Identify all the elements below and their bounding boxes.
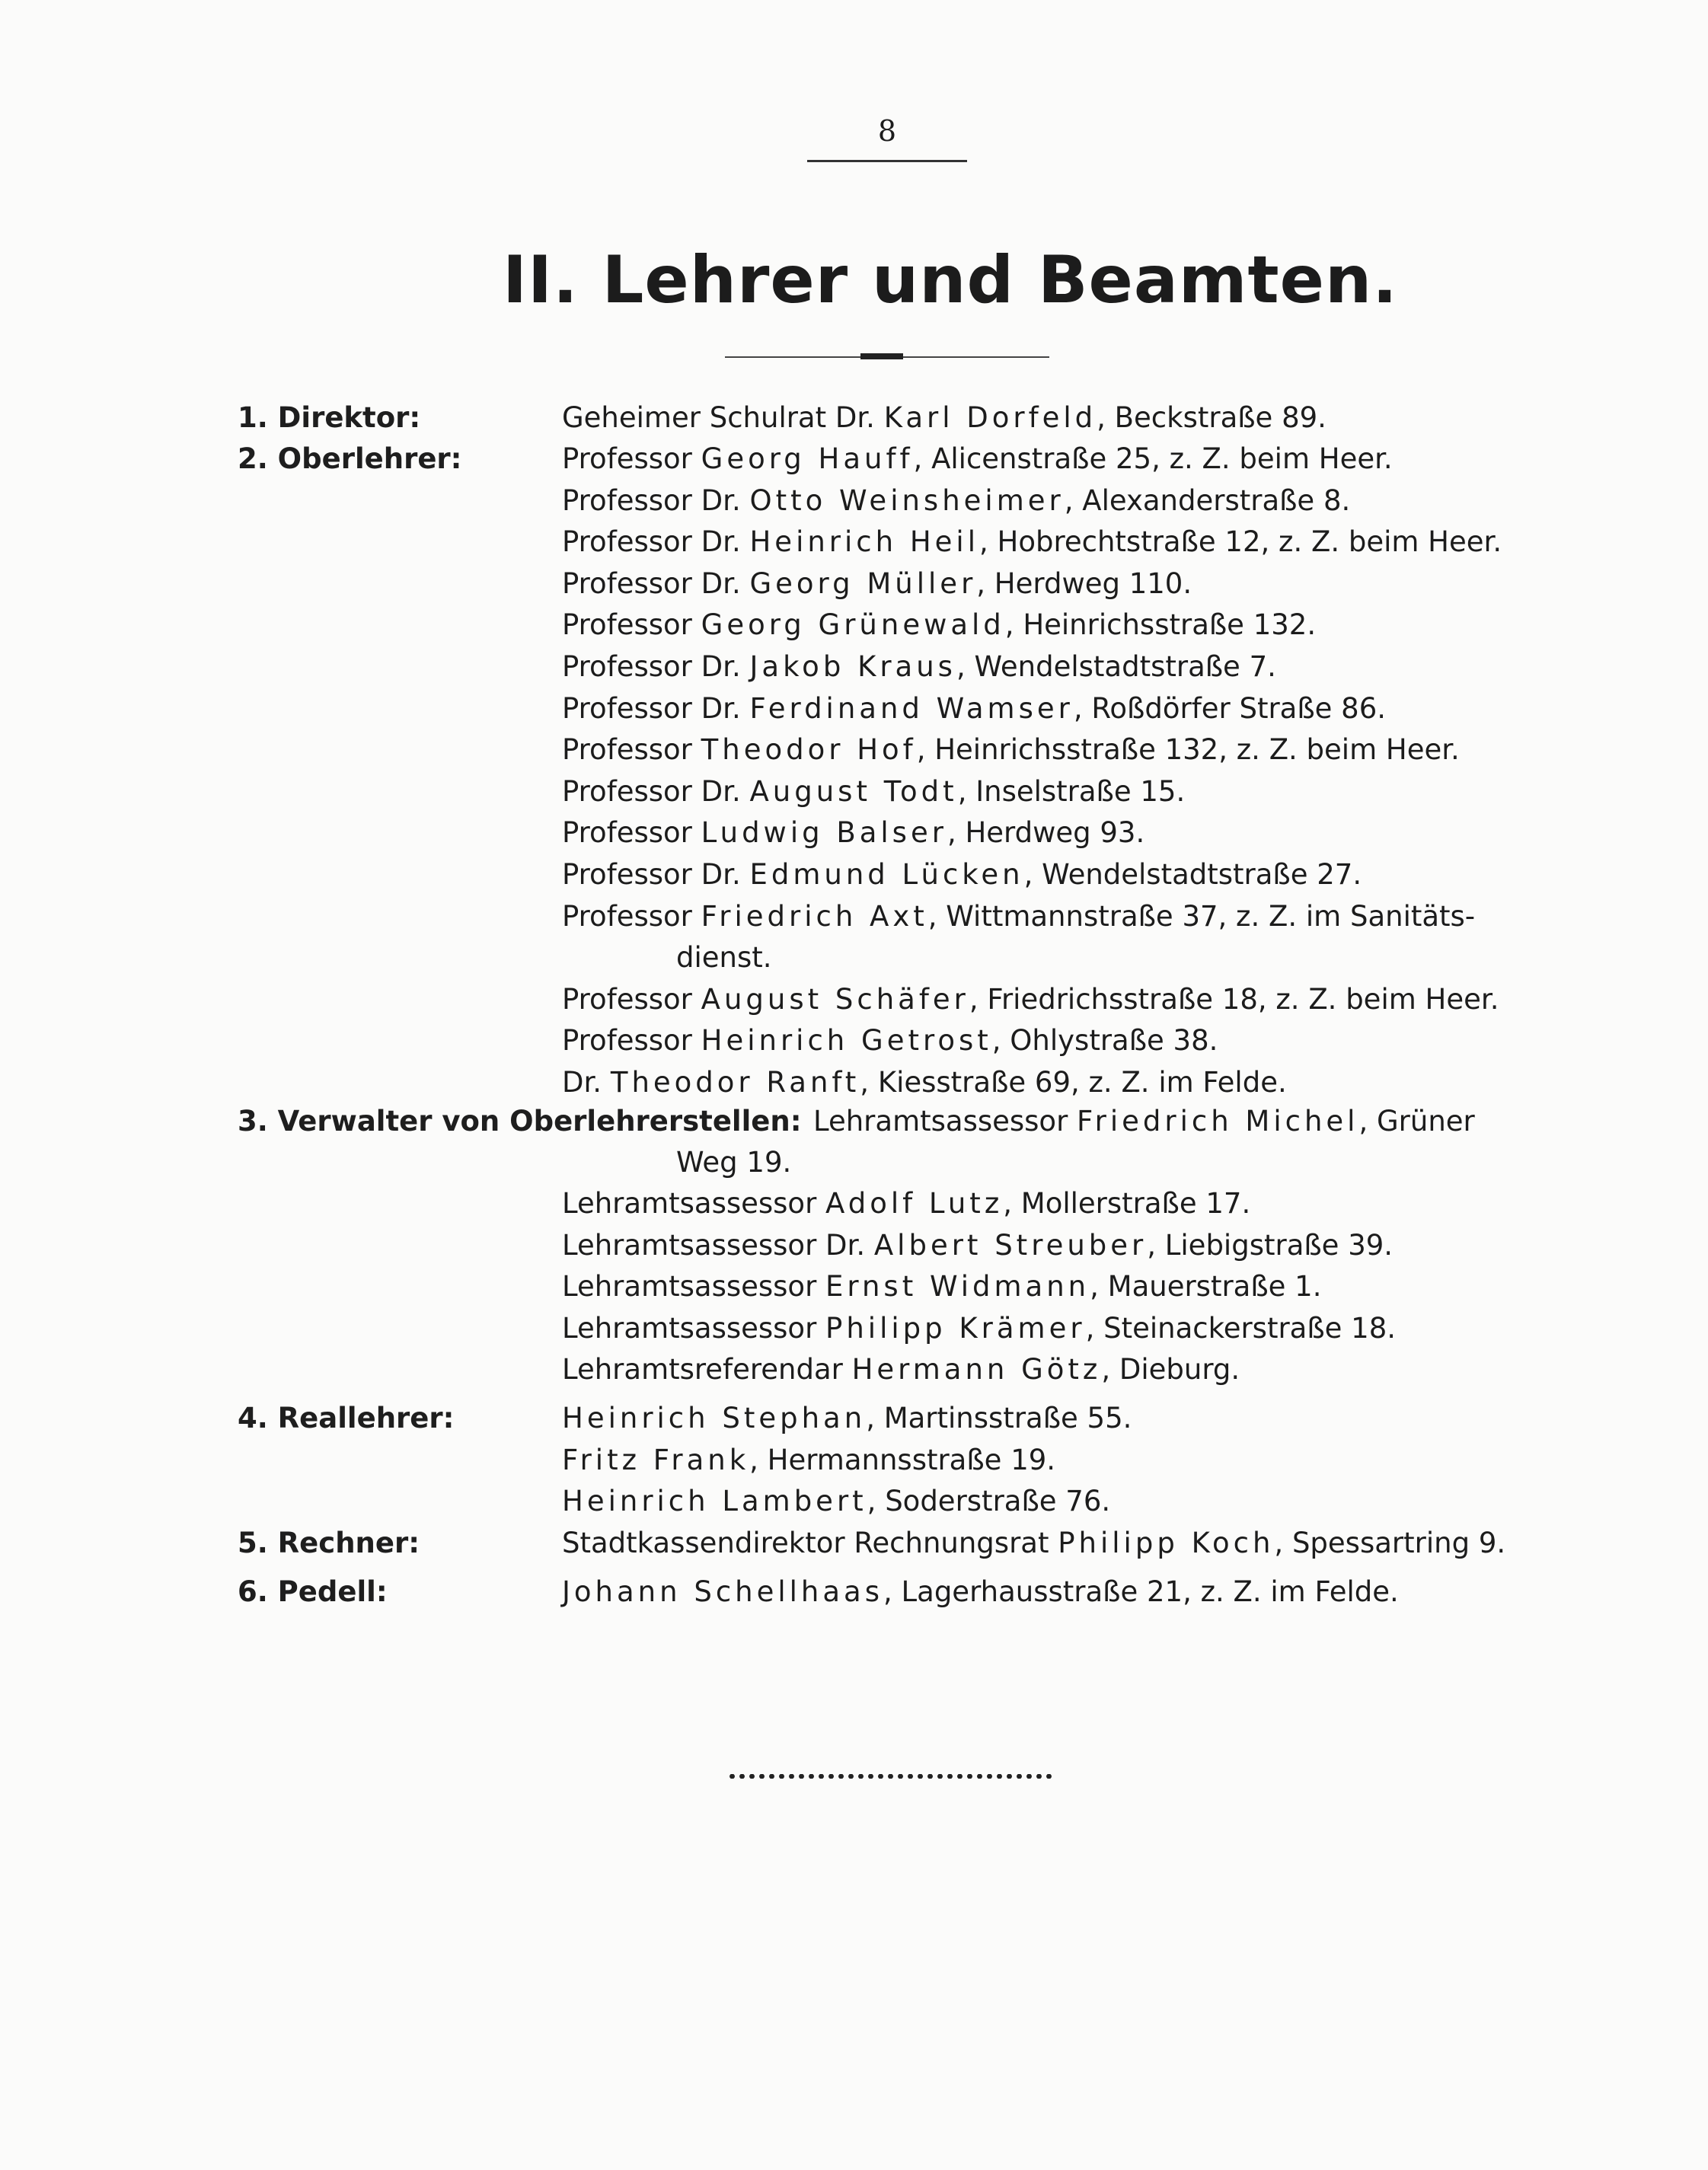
person-name: Theodor Ranft <box>610 1066 860 1099</box>
list-item: Professor Dr. Heinrich Heil, Hobrechtstraße 12, z. Z. beim Heer. <box>562 525 1502 559</box>
person-name: Adolf Lutz <box>825 1187 1004 1220</box>
list-item: Lehramtsassessor Philipp Krämer, Steinackerstraße 18. <box>562 1311 1397 1345</box>
person-name: Philipp Krämer <box>825 1311 1086 1345</box>
list-item: Geheimer Schulrat Dr. Karl Dorfeld, Beckstraße 89. <box>562 401 1326 434</box>
list-item: Professor Dr. Edmund Lücken, Wendelstadtstraße 27. <box>562 858 1362 891</box>
list-item: Lehramtsassessor Adolf Lutz, Mollerstraße 17. <box>562 1187 1251 1220</box>
person-name: Heinrich Lambert <box>562 1485 867 1518</box>
person-name: Georg Grünewald <box>701 608 1005 642</box>
person-name: Philipp Koch <box>1058 1527 1275 1559</box>
person-name: Ernst Widmann <box>825 1270 1090 1304</box>
list-item: Professor Dr. Jakob Kraus, Wendelstadtstraße 7. <box>562 650 1276 683</box>
section-label-direktor: 1. Direktor: <box>238 401 421 434</box>
person-name: Heinrich Getrost <box>701 1024 992 1058</box>
person-name: Edmund Lücken <box>749 858 1024 891</box>
section-label-verwalter: 3. Verwalter von Oberlehrerstellen: <box>238 1105 802 1138</box>
list-item: Lehramtsassessor Dr. Albert Streuber, Liebigstraße 39. <box>562 1228 1394 1262</box>
list-item: Professor Ludwig Balser, Herdweg 93. <box>562 816 1145 850</box>
list-item: Professor Heinrich Getrost, Ohlystraße 38. <box>562 1024 1218 1058</box>
page-number-rule <box>807 160 967 162</box>
section-label-pedell: 6. Pedell: <box>238 1575 388 1608</box>
list-item: Fritz Frank, Hermannsstraße 19. <box>562 1443 1056 1476</box>
page-title: II. Lehrer und Beamten. <box>503 242 1398 318</box>
person-name: August Todt <box>749 774 958 808</box>
list-item: Professor Dr. Georg Müller, Herdweg 110. <box>562 566 1192 600</box>
person-name: Heinrich Stephan <box>562 1402 867 1434</box>
list-item: Lehramtsreferendar Hermann Götz, Dieburg. <box>562 1353 1240 1387</box>
list-item: Heinrich Stephan, Martinsstraße 55. <box>562 1402 1132 1434</box>
list-item: Stadtkassendirektor Rechnungsrat Philipp Koch, Spessartring 9. <box>562 1527 1506 1559</box>
title-divider-ornament <box>860 353 903 359</box>
person-name: Georg Hauff <box>701 442 914 475</box>
person-name: Albert Streuber <box>873 1228 1148 1262</box>
list-item: Professor Theodor Hof, Heinrichsstraße 132, z. Z. beim Heer. <box>562 733 1460 767</box>
list-item: Professor Dr. August Todt, Inselstraße 15. <box>562 774 1186 808</box>
person-name: Fritz Frank <box>562 1443 750 1476</box>
list-item: dienst. <box>676 941 772 975</box>
list-item: Professor August Schäfer, Friedrichsstraße 18, z. Z. beim Heer. <box>562 982 1499 1016</box>
person-name: Theodor Hof <box>701 733 917 767</box>
section-label-oberlehrer: 2. Oberlehrer: <box>238 442 462 475</box>
person-name: Karl Dorfeld <box>883 401 1097 434</box>
list-item: Professor Georg Grünewald, Heinrichsstraße 132. <box>562 608 1317 642</box>
person-name: August Schäfer <box>701 982 969 1016</box>
list-item: Lehramtsassessor Friedrich Michel, Grüner <box>813 1105 1475 1138</box>
section-label-rechner: 5. Rechner: <box>238 1527 420 1559</box>
list-item: Johann Schellhaas, Lagerhausstraße 21, z. Z. im Felde. <box>562 1575 1399 1608</box>
person-name: Georg Müller <box>749 566 977 600</box>
list-item: Professor Georg Hauff, Alicenstraße 25, z. Z. beim Heer. <box>562 442 1393 475</box>
list-item: Dr. Theodor Ranft, Kiesstraße 69, z. Z. im Felde. <box>562 1066 1287 1099</box>
person-name: Otto Weinsheimer <box>749 483 1065 517</box>
page-number: 8 <box>877 114 897 148</box>
person-name: Jakob Kraus <box>749 650 956 683</box>
list-item-continuation: Weg 19. <box>676 1146 792 1179</box>
person-name: Ferdinand Wamser <box>749 691 1074 725</box>
list-item: Professor Friedrich Axt, Wittmannstraße 37, z. Z. im Sanitäts- <box>562 899 1476 933</box>
person-name: Ludwig Balser <box>701 816 947 850</box>
list-item: Heinrich Lambert, Soderstraße 76. <box>562 1485 1111 1518</box>
person-name: Johann Schellhaas <box>562 1575 884 1608</box>
person-name: Hermann Götz <box>851 1353 1102 1387</box>
list-item: Lehramtsassessor Ernst Widmann, Mauerstraße 1. <box>562 1270 1322 1304</box>
person-name: Friedrich Michel <box>1077 1105 1359 1138</box>
dotted-separator <box>727 1774 1055 1779</box>
list-item: Professor Dr. Ferdinand Wamser, Roßdörfer Straße 86. <box>562 691 1387 725</box>
person-name: Friedrich Axt <box>701 899 928 933</box>
section-label-reallehrer: 4. Reallehrer: <box>238 1402 455 1434</box>
list-item: Professor Dr. Otto Weinsheimer, Alexanderstraße 8. <box>562 483 1351 517</box>
person-name: Heinrich Heil <box>749 525 979 559</box>
